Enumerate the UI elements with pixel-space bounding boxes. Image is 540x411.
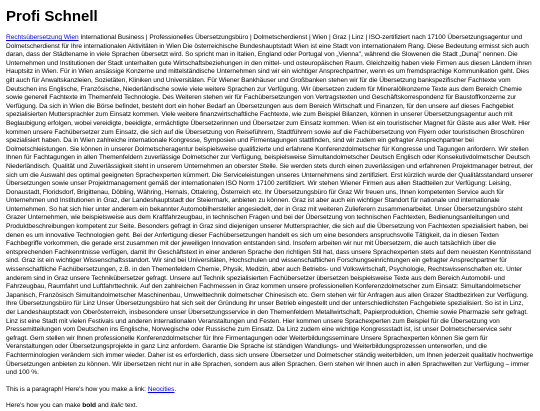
paragraph-text: This is a paragraph! Here's how you make a link: <box>6 385 148 393</box>
intro-paragraph <box>6 34 534 378</box>
intro-body-text: International Business | Professionelles Übersetzungsbüro | Dolmetscherdienst | Wien | Graz | Linz | ISO-zertifiziert nach 17100 Übersetzungsagentur und Dolmetscherdienst für Ihre internationalen Aktivitäten in Wien Die österreichische Bundeshauptstadt Wien ist eine Stadt von internationalem Rang. Diese Bedeutung ermisst sich auch daran, dass der Städtename in viele Sprachen übersetzt wird. So spricht man in Italien, England oder Portugal von „Vienna", während die Slowenen die Stadt „Dunaj" nennen. Die Unternehmen und Institutionen der Stadt unterhalten gute Wirtschaftsbeziehungen in den mittel- und osteuropäischen Raum. Gleichzeitig haben viele Firmen aus diesen Ländern ihren Hauptsitz in Wien. Für in Wien ansässige Konzerne und mittelständische Unternehmen sind wir ein wichtiger Ansprechpartner, wenn es um fremdsprachige Kommunikation geht. Dies gilt auch für Anwaltskanzleien, Sozietäten, Kliniken und Universitäten. Für Wiener Bankhäuser und Großbanken stehen wir für die Übersetzung bankspezifischer Fachtexte vom Deutschen ins Englische, Französische, Niederländische sowie viele weitere Sprachen zur Verfügung. Wir übersetzen zudem für Mineralölkonzerne Texte aus dem Bereich Chemie sowie generell Fachtexte im Themenfeld Technologie. Des Weiteren stehen wir für Fachübersetzungen von Vertragstexten und Geschäftskorrespondenz für Baustoffkonzerne zur Verfügung. Da sich in Wien die Börse befindet, besteht dort ein hoher Bedarf an Übersetzungen aus dem Bereich Wirtschaft und Finanzen, für den unsere auf dieses Fachgebiet spezialisierten Muttersprachler zum Einsatz kommen. Viele weitere finanzwirtschaftliche Fachtexte, wie zum Beispiel Bilanzen, können in unserer Übersetzungsagentur auch mit Beglaubigung erfolgen, wobei vereidigte, beeidigte, ermächtigte Übersetzerinnen und Übersetzer zum Einsatz kommen. Wien ist ein touristischer Magnet für Gäste aus aller Welt. Hier kommen unsere Fachübersetzer zum Einsatz, die sich auf die Übersetzung von Reiseführern, Stadtführern sowie auf die Fachübersetzung von Flyern oder touristischen Broschüren spezialisiert haben. Da in Wien zahlreiche internationale Kongresse, Symposien und Firmentagungen stattfinden, sind wir zudem ein gefragter Ansprechpartner bei Dolmetschleistungen. Sie können in unserer Dolmetscheragentur beispielsweise qualifizierte und erfahrene Konferenzdolmetscher für Kongresse und Tagungen anfordern. Wir stellen Ihnen für Fachtagungen in allen Themenfeldern zuverlässige Dolmetscher zur Verfügung, beispielsweise Simultandolmetscher Deutsch Englisch oder Konsekutivdolmetscher Deutsch Niederländisch. Qualität und Zuverlässigkeit steht in unserem Unternehmen an oberster Stelle. Sie werden stets durch einen zuverlässigen und erfahrenen Projektmanager betreut, der sich um die Auswahl des optimal geeigneten Sprachexperten kümmert. Die Serviceleistungen unseres Unternehmens sind zertifiziert. Erst kürzlich wurde der Qualitätsstandard unserer Übersetzungen sowie unser Projektmanagement gemäß der internationalen ISO Norm 17100 zertifiziert. Wir stehen Wiener Firmen aus allen Stadtteilen zur Verfügung: Leising, Donaustadt, Floridsdorf, Brigittenau, Döbling, Währing, Hernals, Ottakring, Österreich etc. Ihr Übersetzungsbüro für Graz Wir freuen uns, Ihnen kompetenten Service auch für Unternehmen und Institutionen in Graz, der Landeshauptstadt der Steiermark, anbieten zu können. Graz ist aber auch ein wichtiger Standort für nationale und internationale Unternehmen. So hat sich hier unter anderem ein bekannter Automobilhersteller angesiedelt, der in Graz mit weiteren Zulieferern zusammenarbeitet. Unser Übersetzungsbüro steht Grazer Unternehmen, wie beispielsweise aus dem Kraftfahrzeugbau, in technischen Fragen und bei der Übersetzung von technischen Fachtexten, Bedienungsanleitungen und Produktbeschreibungen kompetent zur Seite. Besonders gefragt in Graz sind diejenigen unserer Muttersprachler, die sich auf die Übersetzung von Fachtexten spezialisiert haben, bei denen es um innovative Technologien geht. Bei der Anfertigung dieser Fachübersetzungen handelt es sich um eine besonders anspruchsvolle Tätigkeit, da in diesen Texten Fachbegriffe vorkommen, die gerade erst zusammen mit der jeweiligen Innovation entstanden sind. Insofern arbeiten wir nur mit Übersetzern, die auch tatsächlich über die entsprechenden Fachkenntnisse verfügen, damit Ihr Geschäftstext in einer anderen Sprache den richtigen Stil hat, dass unsere Sprachexperten stets auf dem neuesten Kenntnisstand sind. Graz ist ein wichtiger Wissenschaftsstandort. Wir sind bei Universitäten, Hochschulen und wissenschaftlichen Forschungseinrichtungen ein gefragter Ansprechpartner für wissenschaftliche Fachübersetzungen, z.B. in den Themenfeldern Chemie, Physik, Medizin, aber auch Betriebs- und Volkswirtschaft, Psychologie, Rechtswissenschaften etc. Unter anderem sind in Graz unsere Technikübersetzer gefragt. Unsere auf Technik spezialisierten Fachübersetzer übersetzen beispielsweise Texte aus dem Bereich Automobil- und Fahrzeugbau, Raumfahrt und Luftfahrttechnik. Auf den zahlreichen Fachmessen in Graz kommen unsere professionellen Konferenzdolmetscher zum Einsatz: Simultandolmetscher Japanisch, Französisch Simultandolmetscher Maschinenbau, Umwelttechnik dolmetscher Chinesisch etc. Gern stehen wir für Anfragen aus allen Grazer Stadtbezirken zur Verfügung. Ihre Übersetzungsbüro für Linz Unser Übersetzungsbüro hat sich seit der Gründung ihr unser Betrieb eingestellt und der unterschiedlichsten Fachgebiete spezialisiert. So ist in Linz, der Landeshauptstadt von Oberösterreich, insbesondere unser Übersetzungsservice in den Themenfeldern Metallwirtschaft, Papierproduktion, Chemie sowie Pharmazie sehr gefragt. Linz ist eine Stadt mit vielen Festivals und anderen internationalen Veranstaltungen und Festen. Hier kommen unsere Sprachexperten zum Beispiel für die Übersetzung von Pressemitteilungen vom Deutschen ins Englische, Norwegische oder Russische zum Einsatz. Da Linz zudem eine wichtige Kongressstadt ist, ist unser Dolmetscherservice sehr gefragt. Gern stellen wir Ihnen professionelle Konferenzdolmetscher für Ihre Firmentagungen oder Weiterbildungsseminare Unsere Sprachexperten können Sie gern für Veranstaltungen oder Übersetzungsprojekte in ganz Linz anfordern. Garantie Die Sprache ist ständigen Wandlungs- und Weiterbildungsprozessen unterworfen, und die Fachterminologien verändern sich immer wieder. Daher ist es erforderlich, dass sich unsere Übersetzer und Dolmetscher ständig weiterbilden, um Ihnen jederzeit qualitativ hochwertige Übersetzungen anbieten zu können. Wir übersetzen nicht nur in alle Sprachen, sondern aus allen Sprachen. Gern stehen wir Ihnen auch in allen Sprachwelten zur Verfügung – immer und 100 %. <box>6 34 534 377</box>
rechtsuebersetzung-link[interactable]: Rechtsübersetzung Wien <box>6 34 79 41</box>
formatting-text-middle: and <box>96 402 111 410</box>
neocities-link[interactable]: Neocities <box>147 385 175 393</box>
neocities-paragraph <box>6 386 534 395</box>
formatting-text-after: text. <box>123 402 138 410</box>
formatting-text-before: Here's how you can make <box>6 402 83 410</box>
page-heading: Profi Schnell <box>6 8 98 25</box>
paragraph-period: . <box>174 385 177 393</box>
italic-text: italic <box>110 402 124 410</box>
bold-text: bold <box>82 402 97 410</box>
formatting-paragraph <box>6 402 534 411</box>
